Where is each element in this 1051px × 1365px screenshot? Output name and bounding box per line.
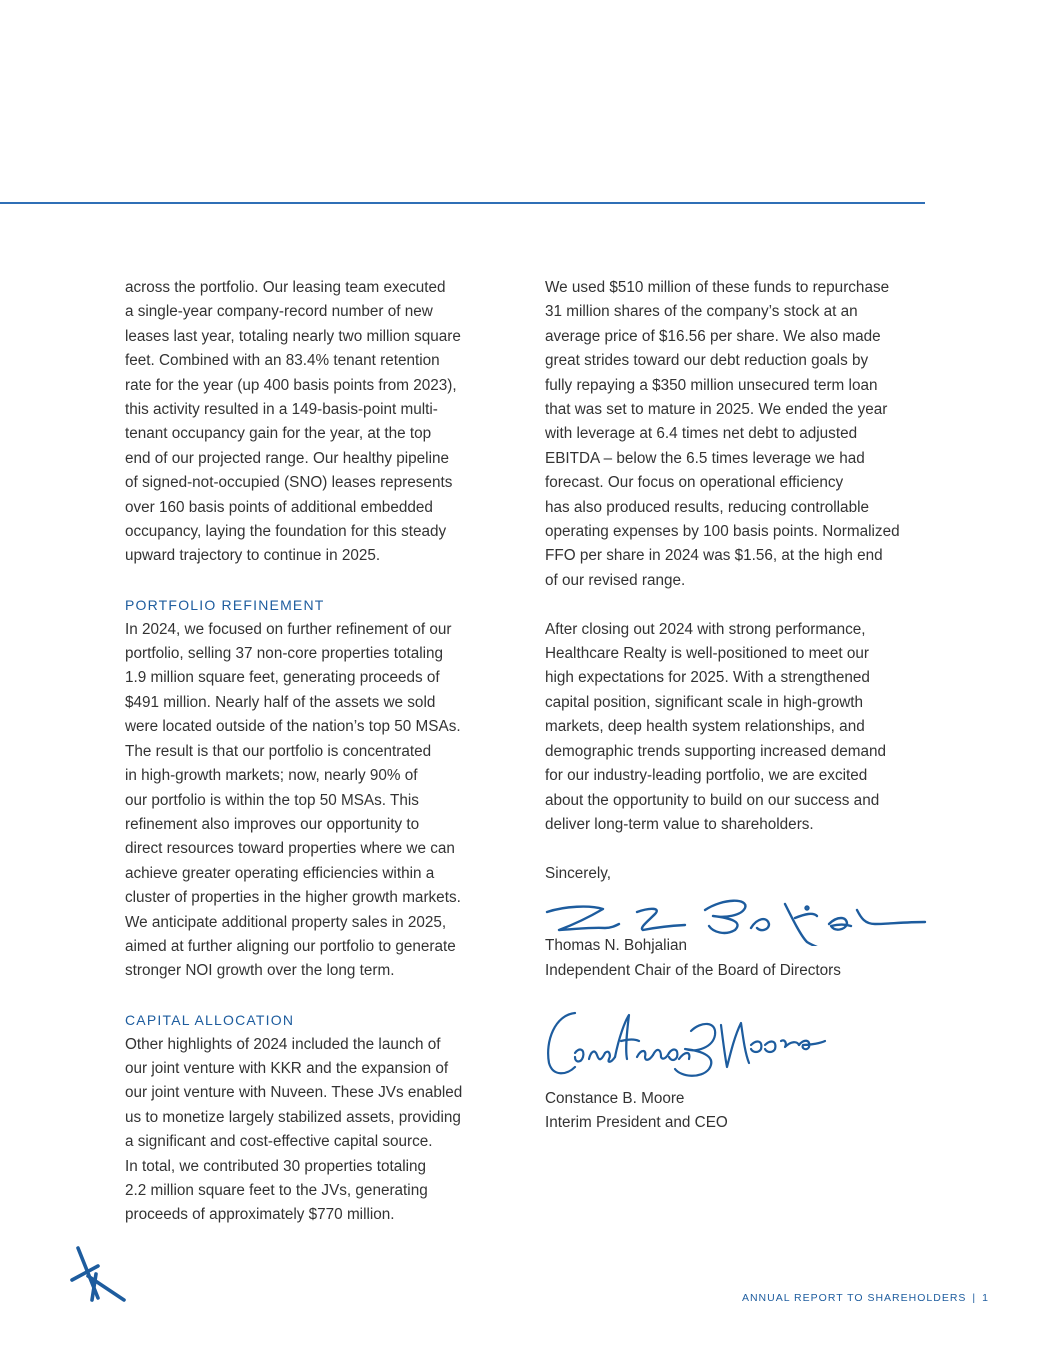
text-line: fully repaying a $350 million unsecured term loan (545, 376, 878, 394)
header-rule (0, 202, 925, 204)
text-line: of our revised range. (545, 571, 686, 589)
text-line: EBITDA – below the 6.5 times leverage we had (545, 449, 865, 467)
text-line: 2.2 million square feet to the JVs, generating (125, 1182, 428, 1199)
signatory2-name: Constance B. Moore (545, 1089, 685, 1107)
text-line: We used $510 million of these funds to repurchase (545, 279, 890, 296)
text-line: feet. Combined with an 83.4% tenant retention (125, 352, 440, 370)
text-line: were located outside of the nation’s top 50 MSAs. (125, 718, 461, 736)
text-line: FFO per share in 2024 was $1.56, at the high end (545, 547, 883, 565)
text-line: In 2024, we focused on further refinement of our (125, 620, 452, 638)
text-line: a significant and cost-effective capital source. (125, 1133, 433, 1151)
text-line: Other highlights of 2024 included the launch of (125, 1035, 441, 1053)
text-line: 1.9 million square feet, generating proceeds of (125, 669, 440, 687)
signatory1-title: Independent Chair of the Board of Directors (545, 961, 841, 979)
page-footer (742, 1292, 989, 1304)
text-line: In total, we contributed 30 properties totaling (125, 1157, 427, 1175)
text-line: with leverage at 6.4 times net debt to adjusted (545, 425, 858, 443)
capital-paragraph (125, 1033, 510, 1228)
intro-paragraph (125, 276, 510, 569)
footer-label: ANNUAL REPORT TO SHAREHOLDERS (741, 1292, 967, 1304)
footer-separator: | (972, 1292, 977, 1304)
capital-allocation-heading: CAPITAL ALLOCATION (125, 1012, 295, 1029)
text-line: direct resources toward properties where we can (125, 840, 455, 858)
right-column (545, 276, 930, 1136)
text-line: across the portfolio. Our leasing team executed (125, 279, 446, 296)
text-line: deliver long-term value to shareholders. (545, 815, 814, 833)
paragraph-gap (545, 593, 930, 617)
text-line: portfolio, selling 37 non-core properties totaling (125, 645, 444, 663)
text-line: a single-year company-record number of new (125, 303, 433, 321)
text-line: occupancy, laying the foundation for this steady (125, 523, 447, 541)
asterisk-logo-icon (68, 1244, 128, 1304)
text-line: of signed-not-occupied (SNO) leases represents (125, 474, 453, 492)
page-number: 1 (982, 1292, 989, 1304)
text-line: leases last year, totaling nearly two million square (125, 327, 461, 345)
text-line: demographic trends supporting increased demand (545, 742, 886, 760)
text-line: refinement also improves our opportunity to (125, 815, 420, 833)
portfolio-refinement-heading: PORTFOLIO REFINEMENT (125, 597, 325, 614)
text-line: $491 million. Nearly half of the assets we sold (125, 693, 436, 711)
signatory2-title: Interim President and CEO (545, 1114, 728, 1132)
text-line: our joint venture with Nuveen. These JVs enabled (125, 1084, 463, 1102)
text-line: aimed at further aligning our portfolio to generate (125, 937, 456, 955)
portfolio-paragraph (125, 618, 510, 984)
text-line: The result is that our portfolio is concentrated (125, 742, 432, 760)
text-line: capital position, significant scale in high-growth (545, 693, 864, 711)
paragraph-gap (545, 837, 930, 861)
text-line: average price of $16.56 per share. We also made (545, 327, 881, 345)
text-line: in high-growth markets; now, nearly 90% of (125, 767, 418, 785)
signatory1-name: Thomas N. Bohjalian (545, 937, 687, 955)
closing-paragraph (545, 618, 930, 838)
text-line: stronger NOI growth over the long term. (125, 962, 395, 980)
text-line: this activity resulted in a 149-basis-point multi- (125, 401, 438, 419)
text-line: us to monetize largely stabilized assets, providing (125, 1108, 461, 1126)
text-line: for our industry-leading portfolio, we are excited (545, 767, 868, 785)
funds-paragraph (545, 276, 930, 593)
text-line: tenant occupancy gain for the year, at the top (125, 425, 432, 443)
text-line: over 160 basis points of additional embedded (125, 498, 433, 516)
text-line: After closing out 2024 with strong performance, (545, 620, 866, 638)
text-line: upward trajectory to continue in 2025. (125, 547, 381, 565)
text-line: that was set to mature in 2025. We ended the year (545, 401, 888, 419)
text-line: forecast. Our focus on operational efficiency (545, 474, 844, 492)
text-line: high expectations for 2025. With a strengthened (545, 669, 870, 687)
text-line: our joint venture with KKR and the expansion of (125, 1059, 449, 1077)
text-line: has also produced results, reducing controllable (545, 498, 869, 516)
signature-moore (545, 1001, 930, 1085)
text-line: operating expenses by 100 basis points. Normalized (545, 523, 900, 541)
text-line: about the opportunity to build on our success and (545, 791, 880, 809)
text-line: 31 million shares of the company’s stock at an (545, 303, 858, 321)
paragraph-gap (125, 569, 510, 593)
text-line: achieve greater operating efficiencies within a (125, 864, 435, 882)
text-line: great strides toward our debt reduction goals by (545, 352, 869, 370)
text-line: proceeds of approximately $770 million. (125, 1206, 395, 1224)
paragraph-gap (125, 984, 510, 1008)
text-line: end of our projected range. Our healthy pipeline (125, 449, 449, 467)
salutation: Sincerely, (545, 864, 612, 882)
text-line: markets, deep health system relationships, and (545, 718, 865, 736)
text-line: our portfolio is within the top 50 MSAs. This (125, 791, 419, 809)
left-column (125, 276, 510, 1228)
text-line: Healthcare Realty is well-positioned to meet our (545, 645, 869, 663)
text-line: rate for the year (up 400 basis points from 2023), (125, 376, 457, 394)
text-line: cluster of properties in the higher growth markets. (125, 889, 461, 907)
text-line: We anticipate additional property sales in 2025, (125, 913, 447, 931)
